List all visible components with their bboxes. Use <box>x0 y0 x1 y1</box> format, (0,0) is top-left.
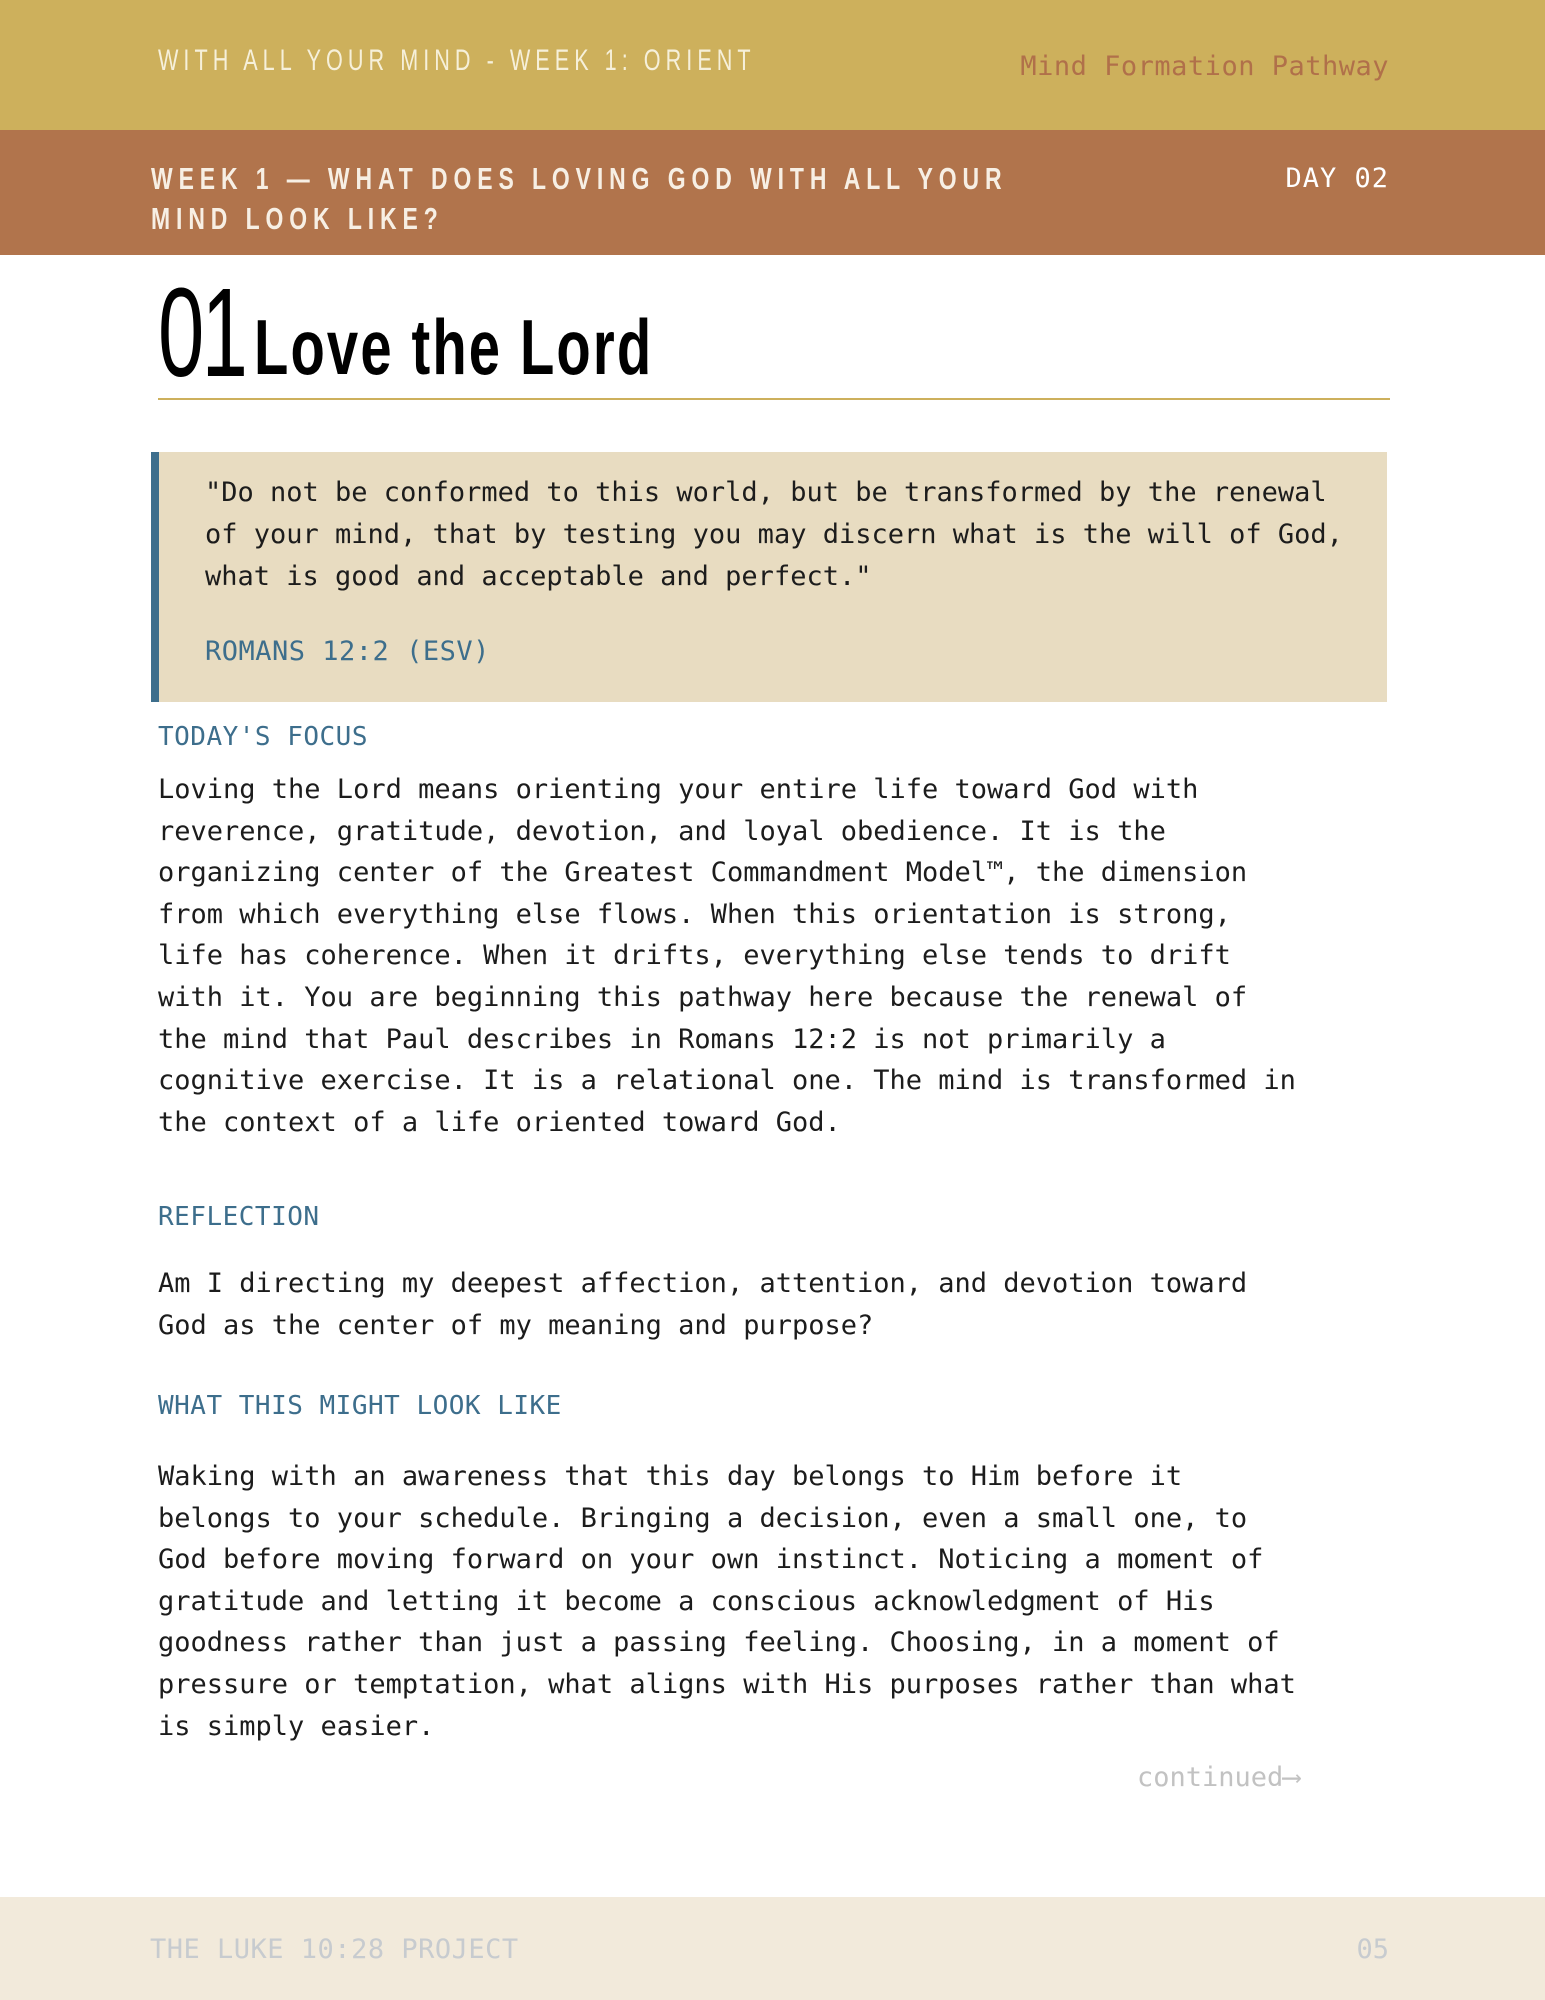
page-footer <box>0 1897 1545 2000</box>
section-title: Love the Lord <box>254 303 654 391</box>
example-label: WHAT THIS MIGHT LOOK LIKE <box>158 1391 562 1421</box>
day-label: DAY 02 <box>1285 163 1389 194</box>
series-title: WITH ALL YOUR MIND - WEEK 1: ORIENT <box>158 44 756 77</box>
reflection-text: Am I directing my deepest affection, attention, and devotion toward God as the center of my meaning and purpose? <box>158 1268 1248 1341</box>
continued-label: continued <box>1137 1762 1284 1793</box>
week-header-bar <box>0 130 1545 255</box>
page-number: 05 <box>1356 1934 1389 1965</box>
top-header-bar <box>0 0 1545 130</box>
week-title: WEEK 1 — WHAT DOES LOVING GOD WITH ALL YOUR MIND LOOK LIKE? <box>151 161 1008 236</box>
pathway-name: Mind Formation Pathway <box>1020 51 1389 82</box>
arrow-right-icon: ⟶ <box>1283 1762 1300 1793</box>
scripture-reference: ROMANS 12:2 (ESV) <box>205 636 490 667</box>
reflection-label: REFLECTION <box>158 1202 320 1232</box>
scripture-callout <box>151 452 1387 702</box>
section-number: 01 <box>158 262 246 403</box>
section-header <box>158 262 1390 403</box>
project-name: THE LUKE 10:28 PROJECT <box>150 1934 519 1965</box>
scripture-quote: "Do not be conformed to this world, but be transformed by the renewal of your mind, that by testing you may discern what is the will of God, what is good and acceptable and perfect." <box>205 477 1343 592</box>
continued-link[interactable] <box>1137 1762 1300 1793</box>
focus-text: Loving the Lord means orienting your entire life toward God with reverence, gratitude, devotion, and loyal obedience. It is the organizing center of the Greatest Commandment Model™, the dimension from which everything else flows. When this orientation is strong, life has coherence. When it drifts, everything else tends to drift with it. You are beginning this pathway here because the renewal of the mind that Paul describes in Romans 12:2 is not primarily a cognitive exercise. It is a relational one. The mind is transformed in the context of a life oriented toward God. <box>158 774 1296 1138</box>
focus-label: TODAY'S FOCUS <box>158 722 368 752</box>
example-text: Waking with an awareness that this day belongs to Him before it belongs to your schedule. Bringing a decision, even a small one, to God before moving forward on your own instinct. Noticing a moment of gratitude and letting it become a conscious acknowledgment of His goodness rather than just a passing feeling. Choosing, in a moment of pressure or temptation, what aligns with His purposes rather than what is simply easier. <box>158 1461 1296 1742</box>
